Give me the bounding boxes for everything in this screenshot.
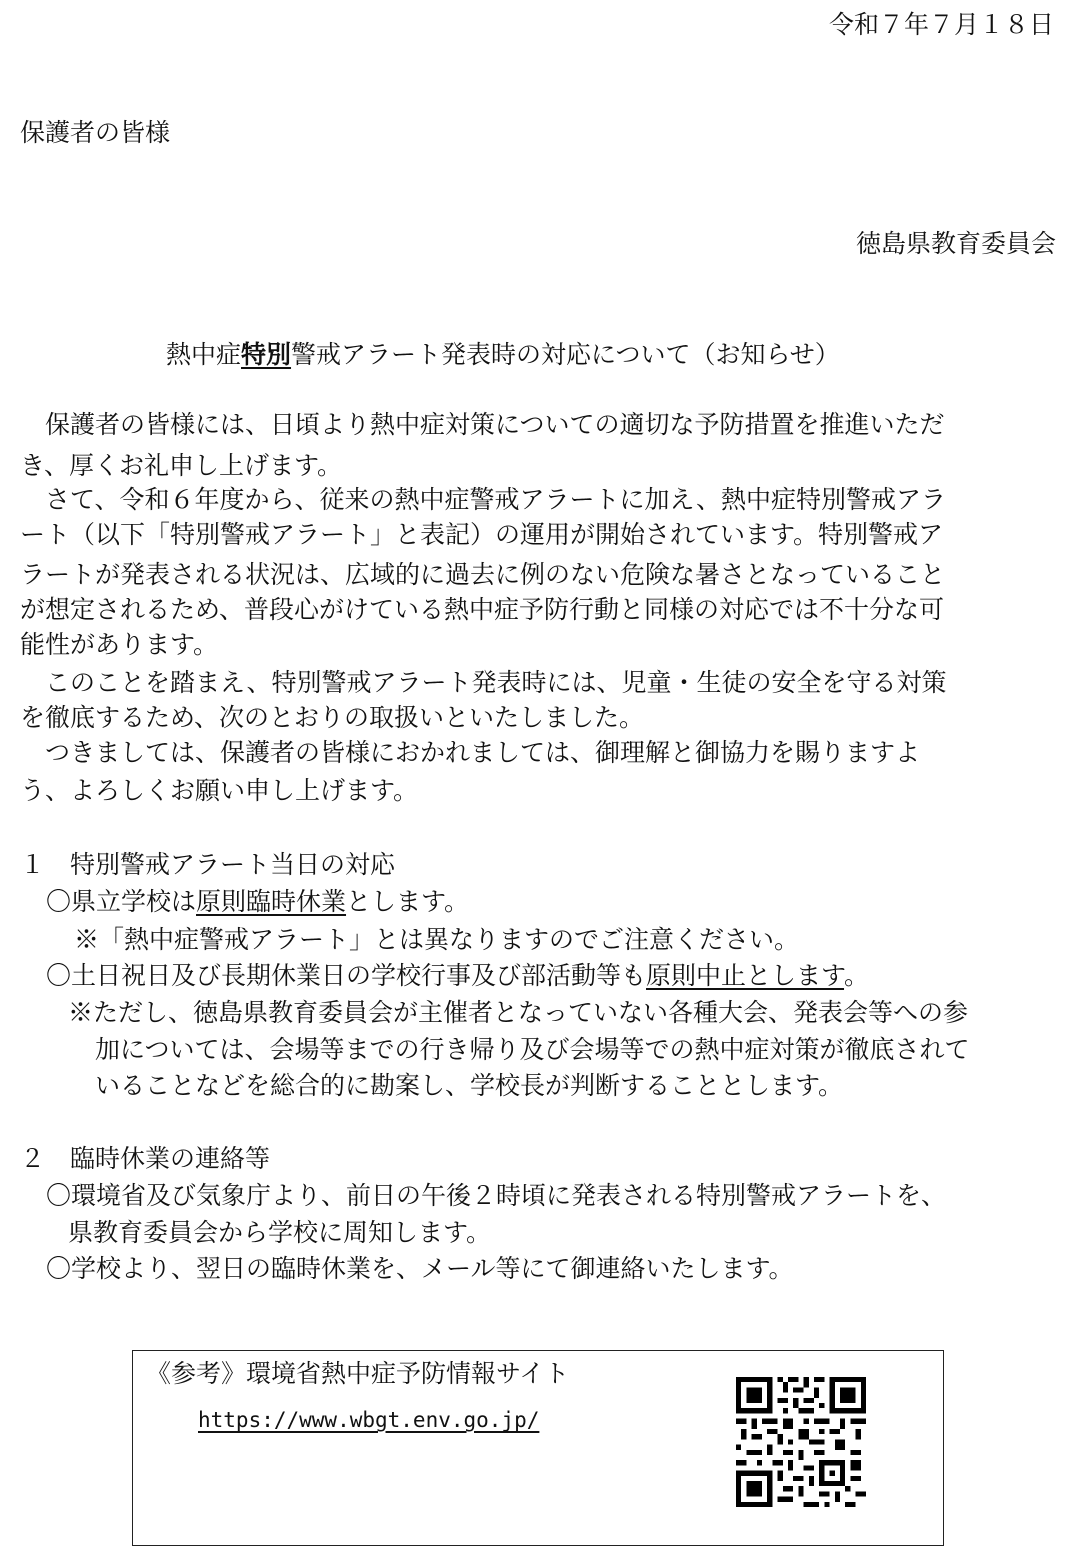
body-line: つきましては、保護者の皆様におかれましては、御理解と御協力を賜りますよ [20, 738, 921, 767]
item-emphasis: 原則中止とします [646, 961, 845, 990]
item-text: 〇県立学校は [46, 887, 197, 916]
section-1-note-2-line: いることなどを総合的に勘案し、学校長が判断することとします。 [95, 1071, 844, 1100]
section-1-note-2-line: 加については、会場等までの行き帰り及び会場等での熱中症対策が徹底されて [95, 1035, 970, 1064]
section-1-item-1 [46, 889, 469, 914]
body-line: 保護者の皆様には、日頃より熱中症対策についての適切な予防措置を推進いただ [20, 410, 945, 439]
section-2-item-2: 〇学校より、翌日の臨時休業を、メール等にて御連絡いたします。 [46, 1254, 794, 1283]
section-1-note-1: ※「熱中症警戒アラート」とは異なりますのでご注意ください。 [74, 925, 800, 954]
section-1-note-2-line: ※ただし、徳島県教育委員会が主催者となっていない各種大会、発表会等への参 [68, 998, 969, 1027]
reference-label: 《参考》環境省熱中症予防情報サイト [146, 1359, 570, 1388]
body-line: き、厚くお礼申し上げます。 [20, 451, 343, 480]
body-line: このことを踏まえ、特別警戒アラート発表時には、児童・生徒の安全を守る対策 [20, 668, 947, 697]
qr-code-icon[interactable] [736, 1377, 866, 1507]
title-part-1: 熱中症 [166, 340, 242, 369]
title-part-3: 警戒アラート発表時の対応について（お知らせ） [291, 340, 840, 369]
section-2-heading: ２ 臨時休業の連絡等 [20, 1144, 271, 1173]
body-line: う、よろしくお願い申し上げます。 [20, 776, 419, 805]
body-line: ラートが発表される状況は、広域的に過去に例のない危険な暑さとなっていること [20, 560, 946, 589]
body-line: が想定されるため、普段心がけている熱中症予防行動と同様の対応では不十分な可 [20, 595, 945, 624]
addressee: 保護者の皆様 [20, 118, 171, 147]
body-line: 能性があります。 [20, 630, 219, 659]
sender: 徳島県教育委員会 [855, 229, 1056, 258]
reference-url-link[interactable]: https://www.wbgt.env.go.jp/ [198, 1408, 540, 1432]
section-2-item-1-line: 〇環境省及び気象庁より、前日の午後２時頃に発表される特別警戒アラートを、 [46, 1181, 947, 1210]
body-line: さて、令和６年度から、従来の熱中症警戒アラートに加え、熱中症特別警戒アラ [20, 485, 947, 514]
section-1-item-2 [46, 963, 869, 988]
item-text: 。 [844, 961, 870, 990]
document-date: 令和７年７月１８日 [828, 10, 1054, 39]
item-text: 〇土日祝日及び長期休業日の学校行事及び部活動等も [46, 961, 647, 990]
item-emphasis: 原則臨時休業 [196, 887, 347, 916]
section-1-heading: １ 特別警戒アラート当日の対応 [20, 850, 396, 879]
title-emphasis: 特別 [241, 340, 292, 369]
section-2-item-1-line: 県教育委員会から学校に周知します。 [68, 1218, 492, 1247]
body-line: を徹底するため、次のとおりの取扱いといたしました。 [20, 703, 645, 732]
document-title [166, 342, 840, 367]
item-text: とします。 [346, 887, 470, 916]
body-line: ート（以下「特別警戒アラート」と表記）の運用が開始されています。特別警戒ア [20, 520, 944, 549]
